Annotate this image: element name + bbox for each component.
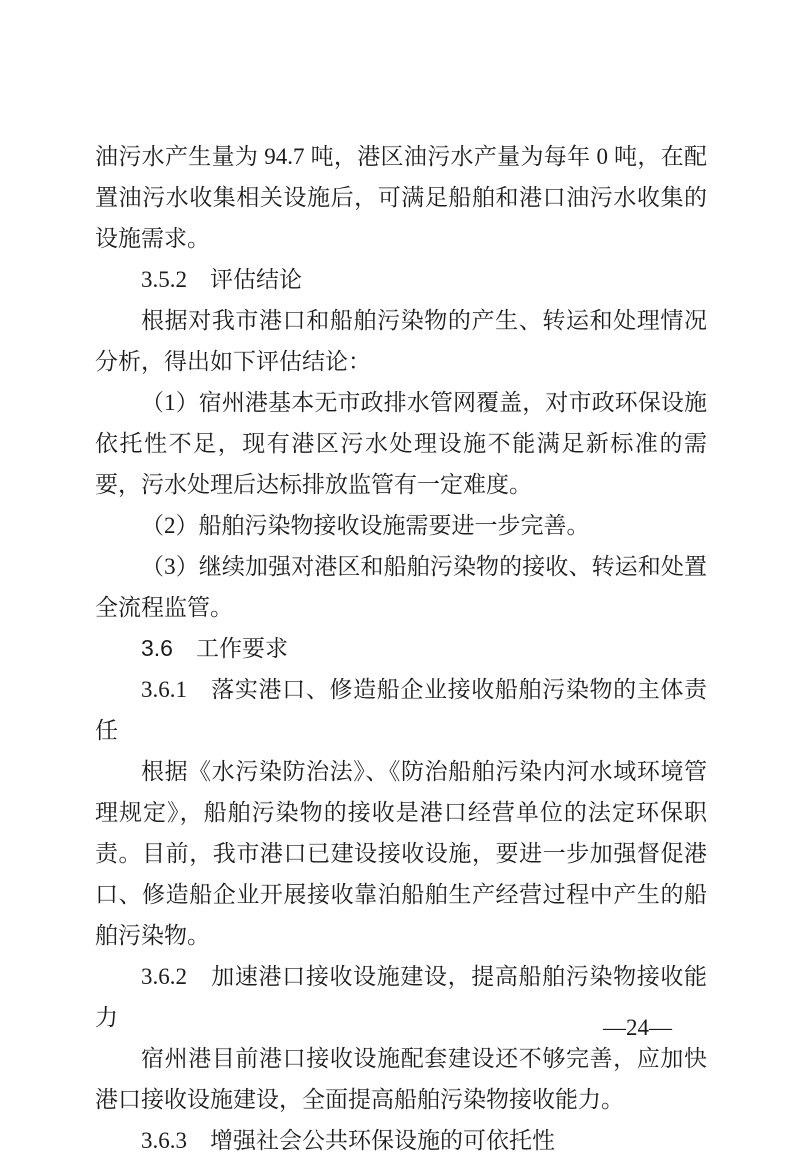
paragraph-conclusion-item-2: （2）船舶污染物接收设施需要进一步完善。: [141, 513, 590, 538]
heading-3-6-2-reception-facilities: 3.6.2 加速港口接收设施建设，提高船舶污染物接收能力: [95, 964, 707, 1030]
heading-3-6-work-requirements: 3.6 工作要求: [141, 635, 288, 661]
heading-3-6-3-public-facilities: 3.6.3 增强社会公共环保设施的可依托性: [141, 1128, 555, 1153]
paragraph-3-6-2-body: 宿州港目前港口接收设施配套建设还不够完善，应加快港口接收设施建设，全面提高船舶污染物接收能力。: [95, 1046, 707, 1112]
paragraph-oily-water-continuation: 油污水产生量为 94.7 吨，港区油污水产量为每年 0 吨，在配置油污水收集相关设施后，可满足船舶和港口油污水收集的设施需求。: [95, 144, 708, 251]
paragraph-conclusion-item-3: （3）继续加强对港区和船舶污染物的接收、转运和处置全流程监管。: [95, 554, 707, 620]
paragraph-conclusion-intro: 根据对我市港口和船舶污染物的产生、转运和处理情况分析，得出如下评估结论：: [95, 308, 707, 374]
paragraph-conclusion-item-1: （1）宿州港基本无市政排水管网覆盖，对市政环保设施依托性不足，现有港区污水处理设施不能满足新标准的需要，污水处理后达标排放监管有一定难度。: [95, 390, 707, 497]
page-text-block: [95, 136, 707, 1161]
paragraph-3-6-1-body: 根据《水污染防治法》、《防治船舶污染内河水域环境管理规定》，船舶污染物的接收是港口经营单位的法定环保职责。目前，我市港口已建设接收设施，要进一步加强督促港口、修造船企业开展接收靠泊船舶生产经营过程中产生的船舶污染物。: [95, 759, 707, 948]
page-number: —24—: [603, 1015, 672, 1040]
heading-3-5-2-assessment-conclusion: 3.5.2 评估结论: [141, 267, 302, 292]
heading-3-6-1-responsibility: 3.6.1 落实港口、修造船企业接收船舶污染物的主体责任: [95, 677, 707, 743]
